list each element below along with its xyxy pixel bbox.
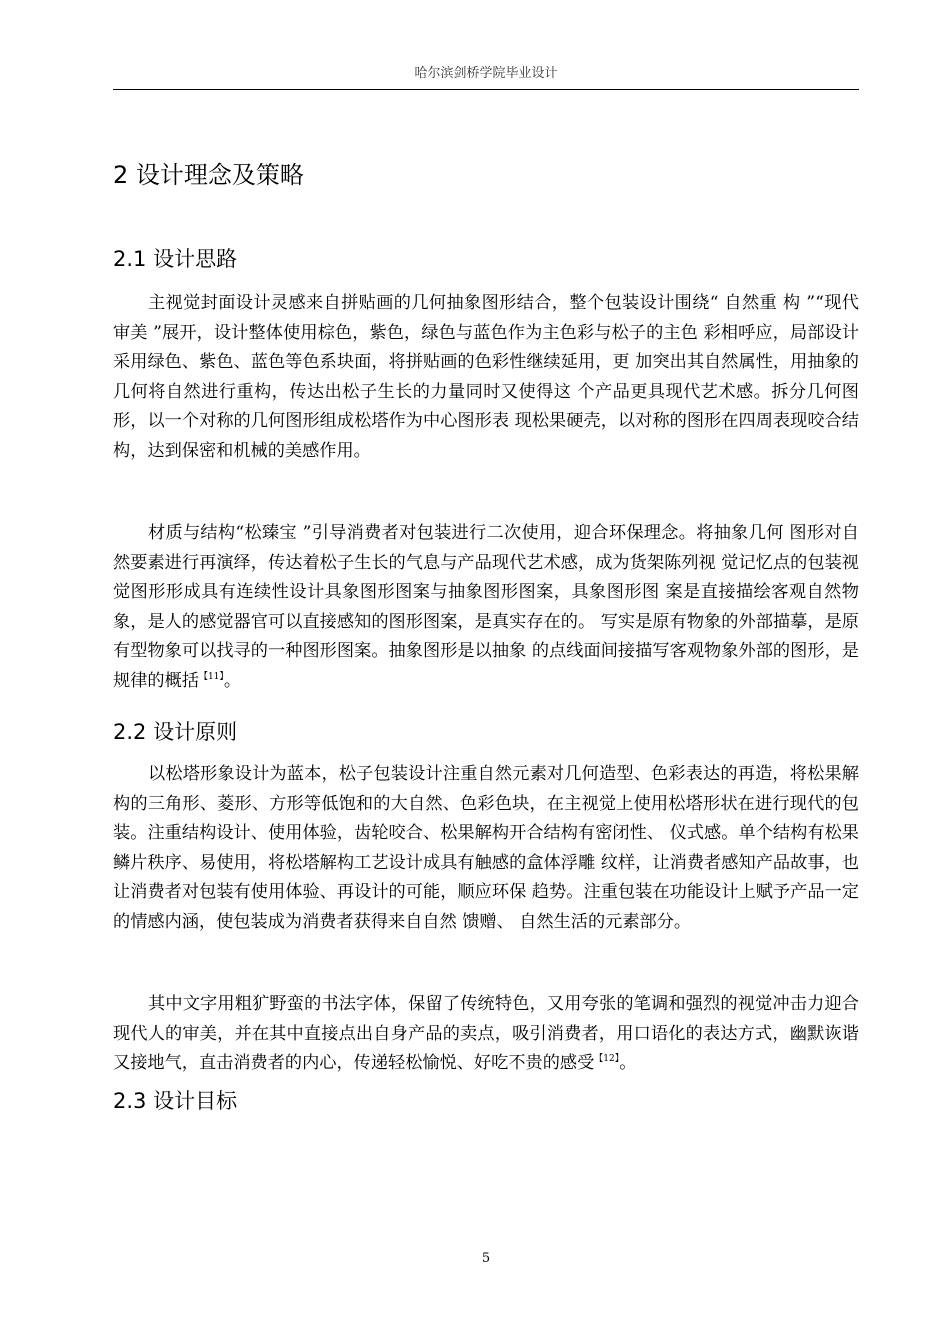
paragraph-tail: 。	[223, 670, 242, 691]
paragraph-tail: 。	[619, 1053, 637, 1074]
page-number: 5	[481, 1251, 491, 1266]
running-header: 哈尔滨剑桥学院毕业设计	[414, 66, 558, 81]
section-heading-2-2: 2.2 设计原则	[113, 720, 238, 744]
section-heading-2-1: 2.1 设计思路	[113, 247, 238, 271]
paragraph-text: 以松塔形象设计为蓝本，松子包装设计注重自然元素对几何造型、色彩表达的再造，将松果解构的三角形、菱形、方形等低饱和的大自然、色彩色块，在主视觉上使用松塔形状在进行现代的包装。注重结构设计、使用体验，齿轮咬合、松果解构开合结构有密闭性、 仪式感。单个结构有松果鳞片秩序、易使用，将松塔解构工艺设计成具有触感的盒体浮雕 纹样，让消费者感知产品故事，也让消费者对包装有使用体验、再设计的可能，顺应环保 趋势。注重包装在功能设计上赋予产品一定的情感内涵，使包装成为消费者获得来自自然 馈赠、 自然生活的元素部分。	[113, 764, 859, 932]
chapter-heading: 2 设计理念及策略	[113, 161, 304, 189]
paragraph-text: 主视觉封面设计灵感来自拼贴画的几何抽象图形结合，整个包装设计围绕“ 自然重 构 ”“现代审美 ”展开，设计整体使用棕色，紫色，绿色与蓝色作为主色彩与松子的主色 彩相呼应，局部设计采用绿色、紫色、蓝色等色系块面，将拼贴画的色彩性继续延用，更 加突出其自然属性，用抽象的几何将自然进行重构，传达出松子生长的力量同时又使得这 个产品更具现代艺术感。拆分几何图形，以一个对称的几何图形组成松塔作为中心图形表 现松果硬壳，以对称的图形在四周表现咬合结构，达到保密和机械的美感作用。	[113, 293, 859, 461]
paragraph-2-2-1	[113, 760, 859, 938]
paragraph-2-2-2	[113, 990, 859, 1079]
citation-ref: 【12】	[594, 1054, 620, 1065]
header-rule	[113, 89, 859, 90]
section-heading-2-3: 2.3 设计目标	[113, 1089, 238, 1113]
paragraph-2-1-1	[113, 289, 859, 467]
paragraph-text: 其中文字用粗犷野蛮的书法字体，保留了传统特色，又用夸张的笔调和强烈的视觉冲击力迎合现代人的审美，并在其中直接点出自身产品的卖点，吸引消费者，用口语化的表达方式，幽默诙谐又接地气，直击消费者的内心，传递轻松愉悦、好吃不贵的感受	[113, 994, 859, 1074]
paragraph-2-1-2	[113, 519, 859, 697]
paragraph-text: 材质与结构“松臻宝 ”引导消费者对包装进行二次使用，迎合环保理念。将抽象几何 图形对自然要素进行再演绎，传达着松子生长的气息与产品现代艺术感，成为货架陈列视 觉记忆点的包装视觉图形形成具有连续性设计具象图形图案与抽象图形图案，具象图形图 案是直接描绘客观自然物象，是人的感觉器官可以直接感知的图形图案，是真实存在的。 写实是原有物象的外部描摹，是原有型物象可以找寻的一种图形图案。抽象图形是以抽象 的点线面间接描写客观物象外部的图形，是规律的概括	[113, 523, 859, 691]
citation-ref: 【11】	[198, 671, 224, 682]
